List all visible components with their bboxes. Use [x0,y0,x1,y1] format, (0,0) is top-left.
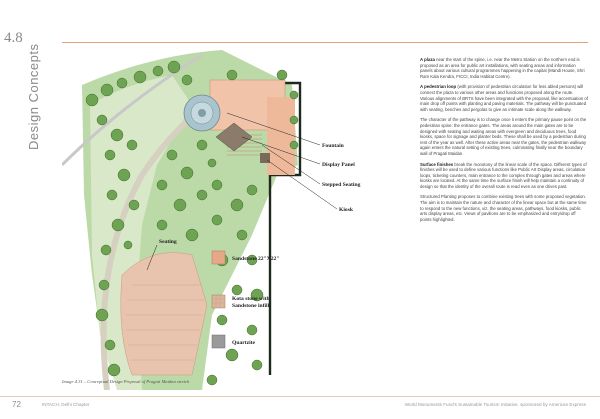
footer-rule [0,396,600,397]
legend-swatch-kota-stone [212,295,225,308]
seating-paving [121,253,207,376]
label-stepped-seating: Stepped Seating [322,182,361,188]
paragraph-surface-finishes: Surface finishes break the monotony of the linear scale of the space. Different types of finishes will be used to define various functions like Public Art Display areas, circulation loops, ticketing counters, main entrance to the complex through gates and areas where kiosks are located. At the same time the surface finish will help maintain a continuity of design so that the identity of the overall route is read even as one drives past. [420,161,587,189]
footer-credit: World Monuments Fund's Sustainable Tourism Initiative, sponsored by American Express [404,402,586,407]
plaza-strip [267,97,295,175]
footer-chapter: INTACH, Delhi Chapter [42,402,90,407]
legend-label-kota-stone-2: Sandstone infill [232,303,270,309]
legend-label-kota-stone-1: Kota stone with [232,296,270,302]
paragraph-pedestrian-loop: A pedestrian loop (with provision of pedestrian circulation for less abled persons) will connect the plaza to various other areas and functions proposed along the route. Various alignments of BRTS have been integrated with the proposal, like accentuation of main drop off points with planting and paving materials. The pathway will be punctuated with seating, benches and pergolas to give an intimate scale along the walkway. [420,84,588,112]
label-seating: Seating [159,239,177,245]
paragraph-plaza: A plaza near the start of the spine, i.e. near the Metro Station on the northern end is proposed as an area for public art installations, with seating areas and information panels about various cultural programmes happening in the capital (Mandi House, Shri Ram Kala Kendra, FICCI, India Habitat Centre). [420,57,585,79]
legend-label-quartzite: Quartzite [232,340,255,346]
label-kiosk: Kiosk [339,207,353,213]
section-number: 4.8 [4,30,23,46]
section-title: Design Concepts [26,43,41,150]
paragraph-structured-planting: Structured Planting proposes to combine existing trees with some proposed vegetation. The aim is to maintain the nature and character of the linear space but at the same time to respond to the new functions, viz. the seating areas, pathways, food kiosks, public arts display areas, etc. Views of pavilions are to be emphasized and entry/drop off points highlighted. [420,194,587,222]
legend-swatch-quartzite [212,335,225,348]
body-text [420,57,588,227]
top-rule [62,42,588,43]
label-fountain: Fountain [322,143,344,149]
legend-label-sandstone: Sandstone 22"X22" [232,256,280,262]
legend-swatch-sandstone [212,251,225,264]
site-plan [62,45,412,390]
kiosk [260,153,270,163]
figure-caption: Image 4.31 – Conceptual Design Proposal of Pragati Maidan stretch [62,379,190,384]
label-display-panel: Display Panel [322,162,355,168]
paragraph-pathway-character: The character of the pathway is to change once it enters the primary pause point on the pedestrian spine: the entrance gates. The areas around the main gates are to be designed with seating and waiting areas with evergreen and deciduous trees, food kiosks, space for signage and planter beds. These shall be used by a pedestrian during rest of the year as well. After these active areas near the gates, the pedestrian walkway again enters the natural setting of existing trees, culminating finally near the boundary wall of Pragati Maidan. [420,117,587,156]
page-number: 72 [12,400,21,409]
